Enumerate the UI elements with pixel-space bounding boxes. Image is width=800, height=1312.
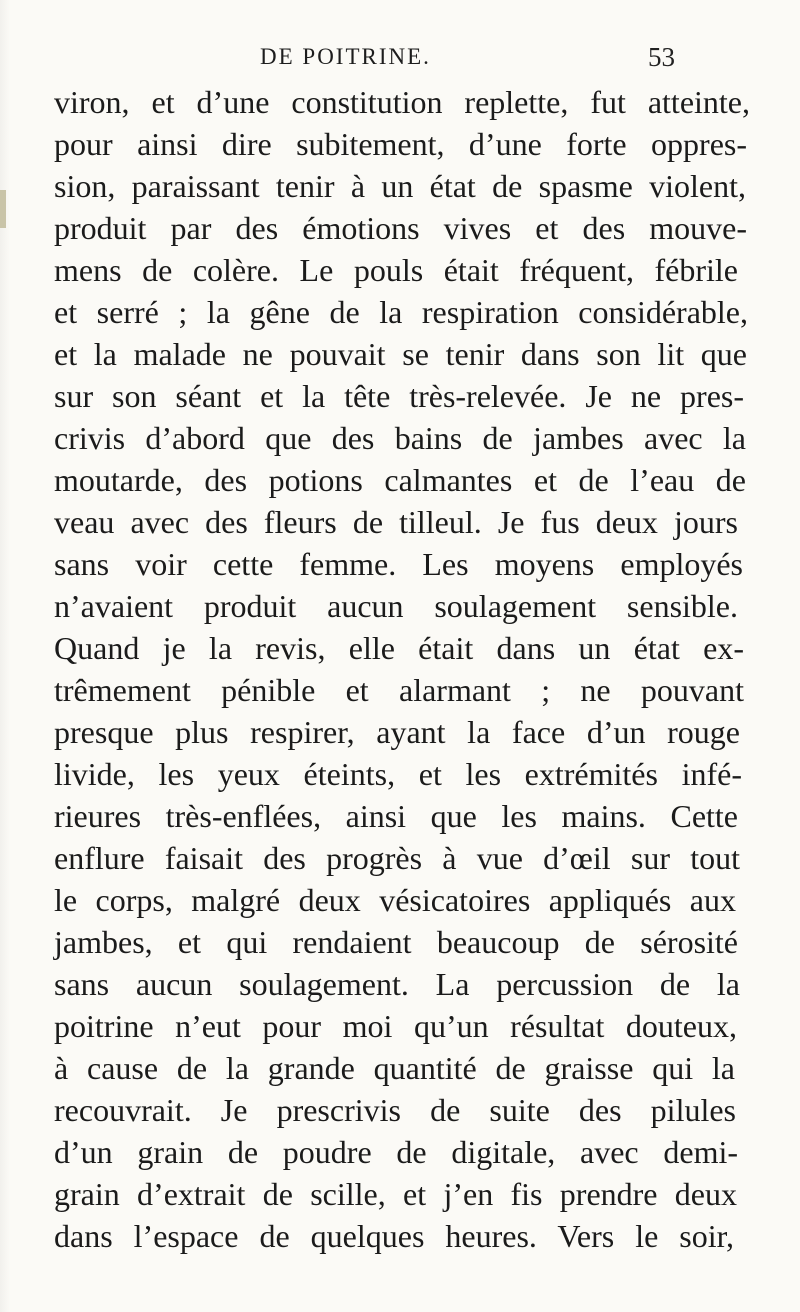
running-title: DE POITRINE.: [260, 44, 431, 69]
text-line: jambes, et qui rendaient beaucoup de sérosité: [54, 924, 738, 960]
text-line: dans l’espace de quelques heures. Vers le soir,: [54, 1218, 734, 1254]
text-line: d’un grain de poudre de digitale, avec demi-: [54, 1134, 738, 1170]
text-line: et la malade ne pouvait se tenir dans son lit que: [54, 336, 747, 372]
running-header: [0, 44, 800, 74]
text-line: viron, et d’une constitution replette, fut atteinte,: [54, 84, 750, 120]
text-line: moutarde, des potions calmantes et de l’eau de: [54, 462, 746, 498]
text-line: grain d’extrait de scille, et j’en fis prendre deux: [54, 1176, 737, 1212]
text-line: Quand je la revis, elle était dans un état ex-: [54, 630, 744, 666]
text-line: livide, les yeux éteints, et les extrémités infé-: [54, 756, 742, 792]
text-line: enflure faisait des progrès à vue d’œil sur tout: [54, 840, 740, 876]
text-line: le corps, malgré deux vésicatoires appliqués aux: [54, 882, 736, 918]
text-line: trêmement pénible et alarmant ; ne pouvant: [54, 672, 744, 708]
text-line: produit par des émotions vives et des mouve-: [54, 210, 747, 246]
text-line: rieures très-enflées, ainsi que les mains. Cette: [54, 798, 738, 834]
text-line: sans aucun soulagement. La percussion de la: [54, 966, 740, 1002]
text-line: crivis d’abord que des bains de jambes avec la: [54, 420, 746, 456]
text-line: sion, paraissant tenir à un état de spasme violent,: [54, 168, 746, 204]
text-line: presque plus respirer, ayant la face d’un rouge: [54, 714, 740, 750]
text-line: veau avec des fleurs de tilleul. Je fus deux jours: [54, 504, 738, 540]
text-line: et serré ; la gêne de la respiration considérable,: [54, 294, 748, 330]
text-line: à cause de la grande quantité de graisse qui la: [54, 1050, 735, 1086]
text-line: n’avaient produit aucun soulagement sensible.: [54, 588, 738, 624]
text-line: mens de colère. Le pouls était fréquent, fébrile: [54, 252, 738, 288]
text-line: poitrine n’eut pour moi qu’un résultat douteux,: [54, 1008, 737, 1044]
text-line: sans voir cette femme. Les moyens employés: [54, 546, 743, 582]
page-number: 53: [648, 42, 675, 72]
text-line: sur son séant et la tête très-relevée. Je ne pres-: [54, 378, 744, 414]
text-line: pour ainsi dire subitement, d’une forte oppres-: [54, 126, 747, 162]
margin-mark: [0, 190, 6, 228]
text-line: recouvrait. Je prescrivis de suite des pilules: [54, 1092, 736, 1128]
